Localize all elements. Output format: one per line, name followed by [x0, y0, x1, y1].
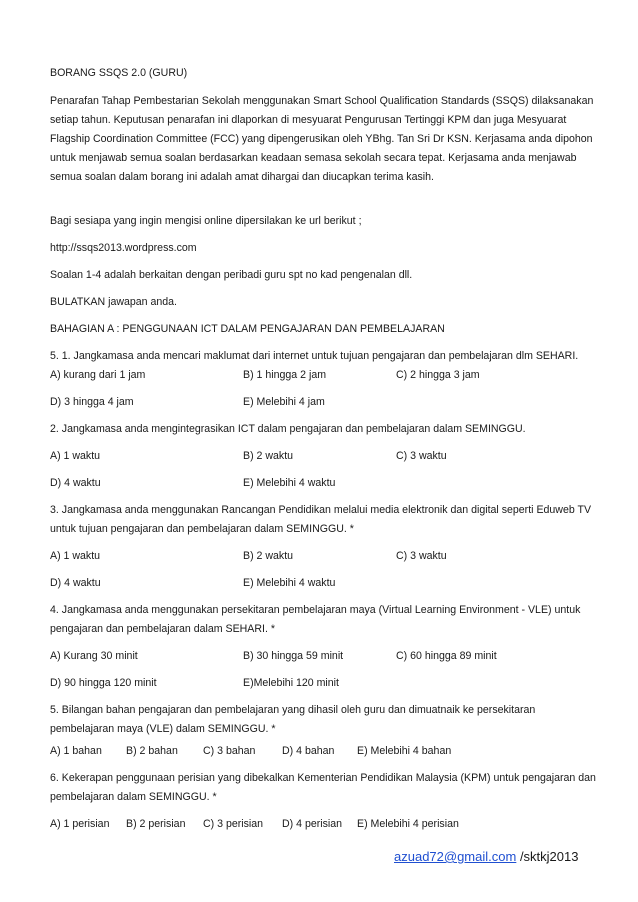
option-e[interactable]: E)Melebihi 120 minit [243, 677, 339, 689]
question-6-options [50, 815, 598, 834]
survey-url[interactable]: http://ssqs2013.wordpress.com [50, 242, 197, 254]
option-d[interactable]: D) 4 bahan [282, 745, 335, 757]
option-c[interactable]: C) 3 bahan [203, 745, 256, 757]
page-footer [394, 848, 578, 866]
question-5-options [50, 742, 598, 761]
option-a[interactable]: A) 1 perisian [50, 818, 110, 830]
question-4-options-row1 [50, 647, 598, 666]
option-e[interactable]: E) Melebihi 4 waktu [243, 577, 336, 589]
question-5-1-options-row2 [50, 393, 598, 412]
footer-email-link[interactable]: azuad72@gmail.com [394, 849, 517, 864]
option-c[interactable]: C) 60 hingga 89 minit [396, 650, 497, 662]
option-b[interactable]: B) 2 perisian [126, 818, 186, 830]
personal-note: Soalan 1-4 adalah berkaitan dengan peribadi guru spt no kad pengenalan dll. [50, 269, 413, 281]
footer-suffix: /sktkj2013 [516, 849, 579, 864]
form-title: BORANG SSQS 2.0 (GURU) [50, 67, 188, 79]
option-d[interactable]: D) 4 perisian [282, 818, 343, 830]
option-b[interactable]: B) 2 waktu [243, 450, 294, 462]
answer-instruction: BULATKAN jawapan anda. [50, 296, 178, 308]
option-e[interactable]: E) Melebihi 4 perisian [357, 818, 459, 830]
question-3-options-row1 [50, 547, 598, 566]
intro-paragraph: Penarafan Tahap Pembestarian Sekolah menggunakan Smart School Qualification Standards (SSQS) dilaksanakan setiap tahun. Keputusan penarafan ini dlaporkan di mesyuarat Pengurusan Tertinggi KPM dan juga Mesyuarat Flagship Coordination Committee (FCC) yang dipengerusikan oleh YBhg. Tan Sri Dr KSN. Kerjasama anda dipohon untuk menjawab semua soalan berdasarkan keadaan semasa sekolah secara tepat. Kerjasama anda menjawab semua soalan dalam borang ini adalah amat dihargai dan diucapkan terima kasih. [50, 95, 594, 183]
option-e[interactable]: E) Melebihi 4 jam [243, 396, 325, 408]
option-d[interactable]: D) 4 waktu [50, 577, 101, 589]
question-2: 2. Jangkamasa anda mengintegrasikan ICT dalam pengajaran dan pembelajaran dalam SEMINGGU. [50, 423, 526, 435]
question-2-options-row1 [50, 447, 598, 466]
question-3-options-row2 [50, 574, 598, 593]
option-b[interactable]: B) 30 hingga 59 minit [243, 650, 344, 662]
question-4-options-row2 [50, 674, 598, 693]
question-5: 5. Bilangan bahan pengajaran dan pembelajaran yang dihasil oleh guru dan dimuatnaik ke persekitaran pembelajaran maya (VLE) dalam SEMINGGU. * [50, 704, 536, 735]
option-d[interactable]: D) 3 hingga 4 jam [50, 396, 134, 408]
option-a[interactable]: A) 1 bahan [50, 745, 102, 757]
question-3: 3. Jangkamasa anda menggunakan Rancangan Pendidikan melalui media elektronik dan digital seperti Eduweb TV untuk tujuan pengajaran dan pembelajaran dalam SEMINGGU. * [50, 504, 592, 535]
option-e[interactable]: E) Melebihi 4 waktu [243, 477, 336, 489]
question-5-1-options-row1 [50, 366, 598, 385]
question-5-1: 5. 1. Jangkamasa anda mencari maklumat dari internet untuk tujuan pengajaran dan pembelajaran dlm SEHARI. [50, 350, 579, 362]
option-c[interactable]: C) 3 waktu [396, 450, 447, 462]
option-a[interactable]: A) kurang dari 1 jam [50, 369, 146, 381]
option-a[interactable]: A) 1 waktu [50, 550, 101, 562]
option-b[interactable]: B) 2 bahan [126, 745, 178, 757]
option-c[interactable]: C) 3 perisian [203, 818, 264, 830]
option-d[interactable]: D) 4 waktu [50, 477, 101, 489]
option-c[interactable]: C) 2 hingga 3 jam [396, 369, 480, 381]
option-a[interactable]: A) Kurang 30 minit [50, 650, 138, 662]
section-a-heading: BAHAGIAN A : PENGGUNAAN ICT DALAM PENGAJARAN DAN PEMBELAJARAN [50, 323, 445, 335]
option-e[interactable]: E) Melebihi 4 bahan [357, 745, 452, 757]
question-4: 4. Jangkamasa anda menggunakan persekitaran pembelajaran maya (Virtual Learning Environment - VLE) untuk pengajaran dan pembelajaran dalam SEHARI. * [50, 604, 581, 635]
option-d[interactable]: D) 90 hingga 120 minit [50, 677, 157, 689]
question-2-options-row2 [50, 474, 598, 493]
option-a[interactable]: A) 1 waktu [50, 450, 101, 462]
question-6: 6. Kekerapan penggunaan perisian yang dibekalkan Kementerian Pendidikan Malaysia (KPM) untuk pengajaran dan pembelajaran dalam SEMINGGU. * [50, 772, 596, 803]
option-b[interactable]: B) 2 waktu [243, 550, 294, 562]
online-note: Bagi sesiapa yang ingin mengisi online dipersilakan ke url berikut ; [50, 215, 362, 227]
option-c[interactable]: C) 3 waktu [396, 550, 447, 562]
option-b[interactable]: B) 1 hingga 2 jam [243, 369, 327, 381]
